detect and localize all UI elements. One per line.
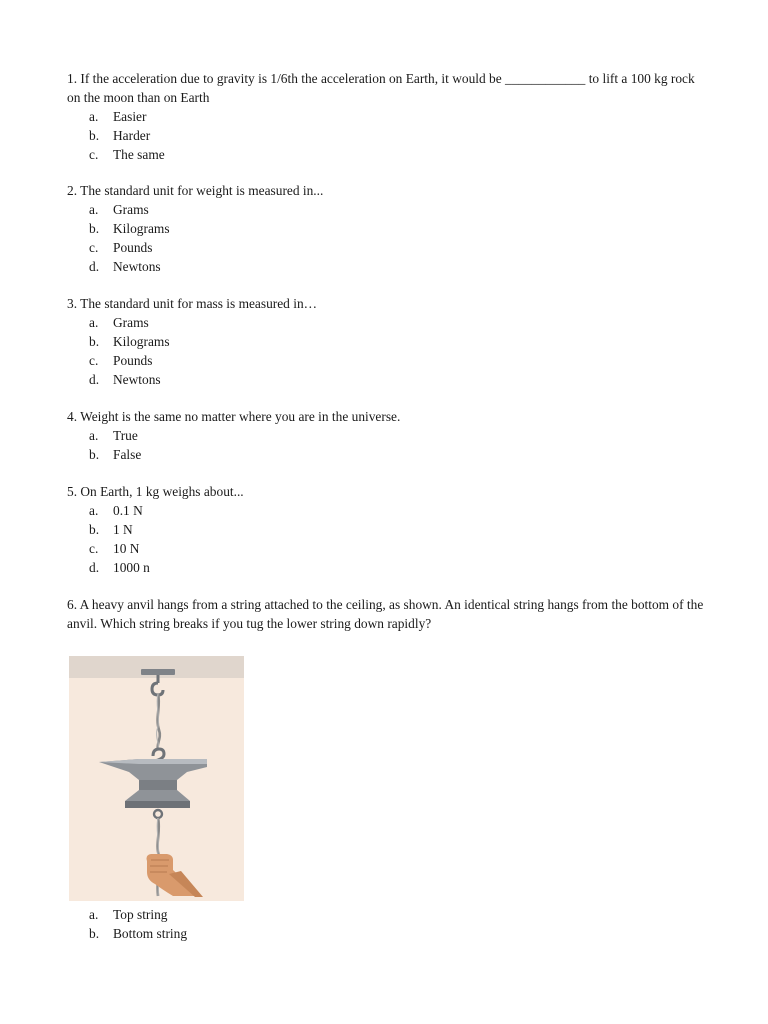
option-letter: a. bbox=[89, 202, 99, 217]
option-2c bbox=[67, 238, 707, 257]
option-text: True bbox=[113, 428, 138, 443]
option-4b bbox=[67, 445, 707, 464]
question-2-text: 2. The standard unit for weight is measured in... bbox=[67, 183, 324, 198]
option-letter: b. bbox=[89, 128, 100, 143]
option-letter: d. bbox=[89, 560, 100, 575]
option-letter: a. bbox=[89, 907, 99, 922]
option-letter: a. bbox=[89, 503, 99, 518]
option-1c bbox=[67, 145, 707, 164]
option-text: Top string bbox=[113, 907, 168, 922]
option-2a bbox=[67, 200, 707, 219]
option-3b bbox=[67, 332, 707, 351]
question-2-options bbox=[67, 200, 707, 276]
option-letter: b. bbox=[89, 334, 100, 349]
option-letter: b. bbox=[89, 926, 100, 941]
option-letter: c. bbox=[89, 353, 99, 368]
option-6b bbox=[67, 924, 707, 943]
option-text: Kilograms bbox=[113, 334, 170, 349]
option-text: Pounds bbox=[113, 353, 153, 368]
anvil-figure bbox=[69, 656, 244, 901]
option-1b bbox=[67, 126, 707, 145]
option-letter: d. bbox=[89, 259, 100, 274]
question-2 bbox=[67, 181, 707, 276]
option-5c bbox=[67, 539, 707, 558]
option-letter: c. bbox=[89, 147, 99, 162]
question-4-text: 4. Weight is the same no matter where you are in the universe. bbox=[67, 409, 401, 424]
option-text: Harder bbox=[113, 128, 151, 143]
option-letter: c. bbox=[89, 240, 99, 255]
option-2d bbox=[67, 257, 707, 276]
ceiling-plate bbox=[141, 669, 175, 675]
question-1-options bbox=[67, 107, 707, 164]
option-5b bbox=[67, 520, 707, 539]
question-3-options bbox=[67, 313, 707, 389]
option-text: 0.1 N bbox=[113, 503, 143, 518]
question-4-options bbox=[67, 426, 707, 464]
question-1-text: 1. If the acceleration due to gravity is 1/6th the acceleration on Earth, it would be ____________ to lift a 100 kg rock on the moon than on Earth bbox=[67, 71, 695, 105]
option-3d bbox=[67, 370, 707, 389]
question-6-text: 6. A heavy anvil hangs from a string attached to the ceiling, as shown. An identical string hangs from the bottom of the anvil. Which string breaks if you tug the lower string down rapidly? bbox=[67, 597, 704, 631]
option-text: 1000 n bbox=[113, 560, 150, 575]
option-letter: c. bbox=[89, 541, 99, 556]
question-6 bbox=[67, 595, 707, 633]
option-6a bbox=[67, 905, 707, 924]
option-text: Kilograms bbox=[113, 221, 170, 236]
option-3c bbox=[67, 351, 707, 370]
option-text: Bottom string bbox=[113, 926, 188, 941]
option-text: Pounds bbox=[113, 240, 153, 255]
question-6-options bbox=[67, 905, 707, 943]
option-letter: d. bbox=[89, 372, 100, 387]
option-letter: b. bbox=[89, 447, 100, 462]
question-5 bbox=[67, 482, 707, 577]
option-2b bbox=[67, 219, 707, 238]
option-letter: b. bbox=[89, 522, 100, 537]
option-text: Easier bbox=[113, 109, 147, 124]
question-6-answers bbox=[67, 905, 707, 943]
option-letter: a. bbox=[89, 428, 99, 443]
question-3 bbox=[67, 294, 707, 389]
option-text: Grams bbox=[113, 315, 149, 330]
option-letter: a. bbox=[89, 109, 99, 124]
option-4a bbox=[67, 426, 707, 445]
option-5a bbox=[67, 501, 707, 520]
option-letter: a. bbox=[89, 315, 99, 330]
option-text: 1 N bbox=[113, 522, 133, 537]
option-text: False bbox=[113, 447, 142, 462]
option-text: Newtons bbox=[113, 372, 161, 387]
option-text: 10 N bbox=[113, 541, 140, 556]
question-3-text: 3. The standard unit for mass is measured in… bbox=[67, 296, 318, 311]
option-5d bbox=[67, 558, 707, 577]
option-text: Grams bbox=[113, 202, 149, 217]
option-letter: b. bbox=[89, 221, 100, 236]
option-text: The same bbox=[113, 147, 165, 162]
option-text: Newtons bbox=[113, 259, 161, 274]
option-3a bbox=[67, 313, 707, 332]
question-1 bbox=[67, 69, 707, 164]
question-4 bbox=[67, 407, 707, 464]
question-5-options bbox=[67, 501, 707, 577]
anvil-illustration bbox=[69, 656, 244, 901]
question-5-text: 5. On Earth, 1 kg weighs about... bbox=[67, 484, 244, 499]
option-1a bbox=[67, 107, 707, 126]
